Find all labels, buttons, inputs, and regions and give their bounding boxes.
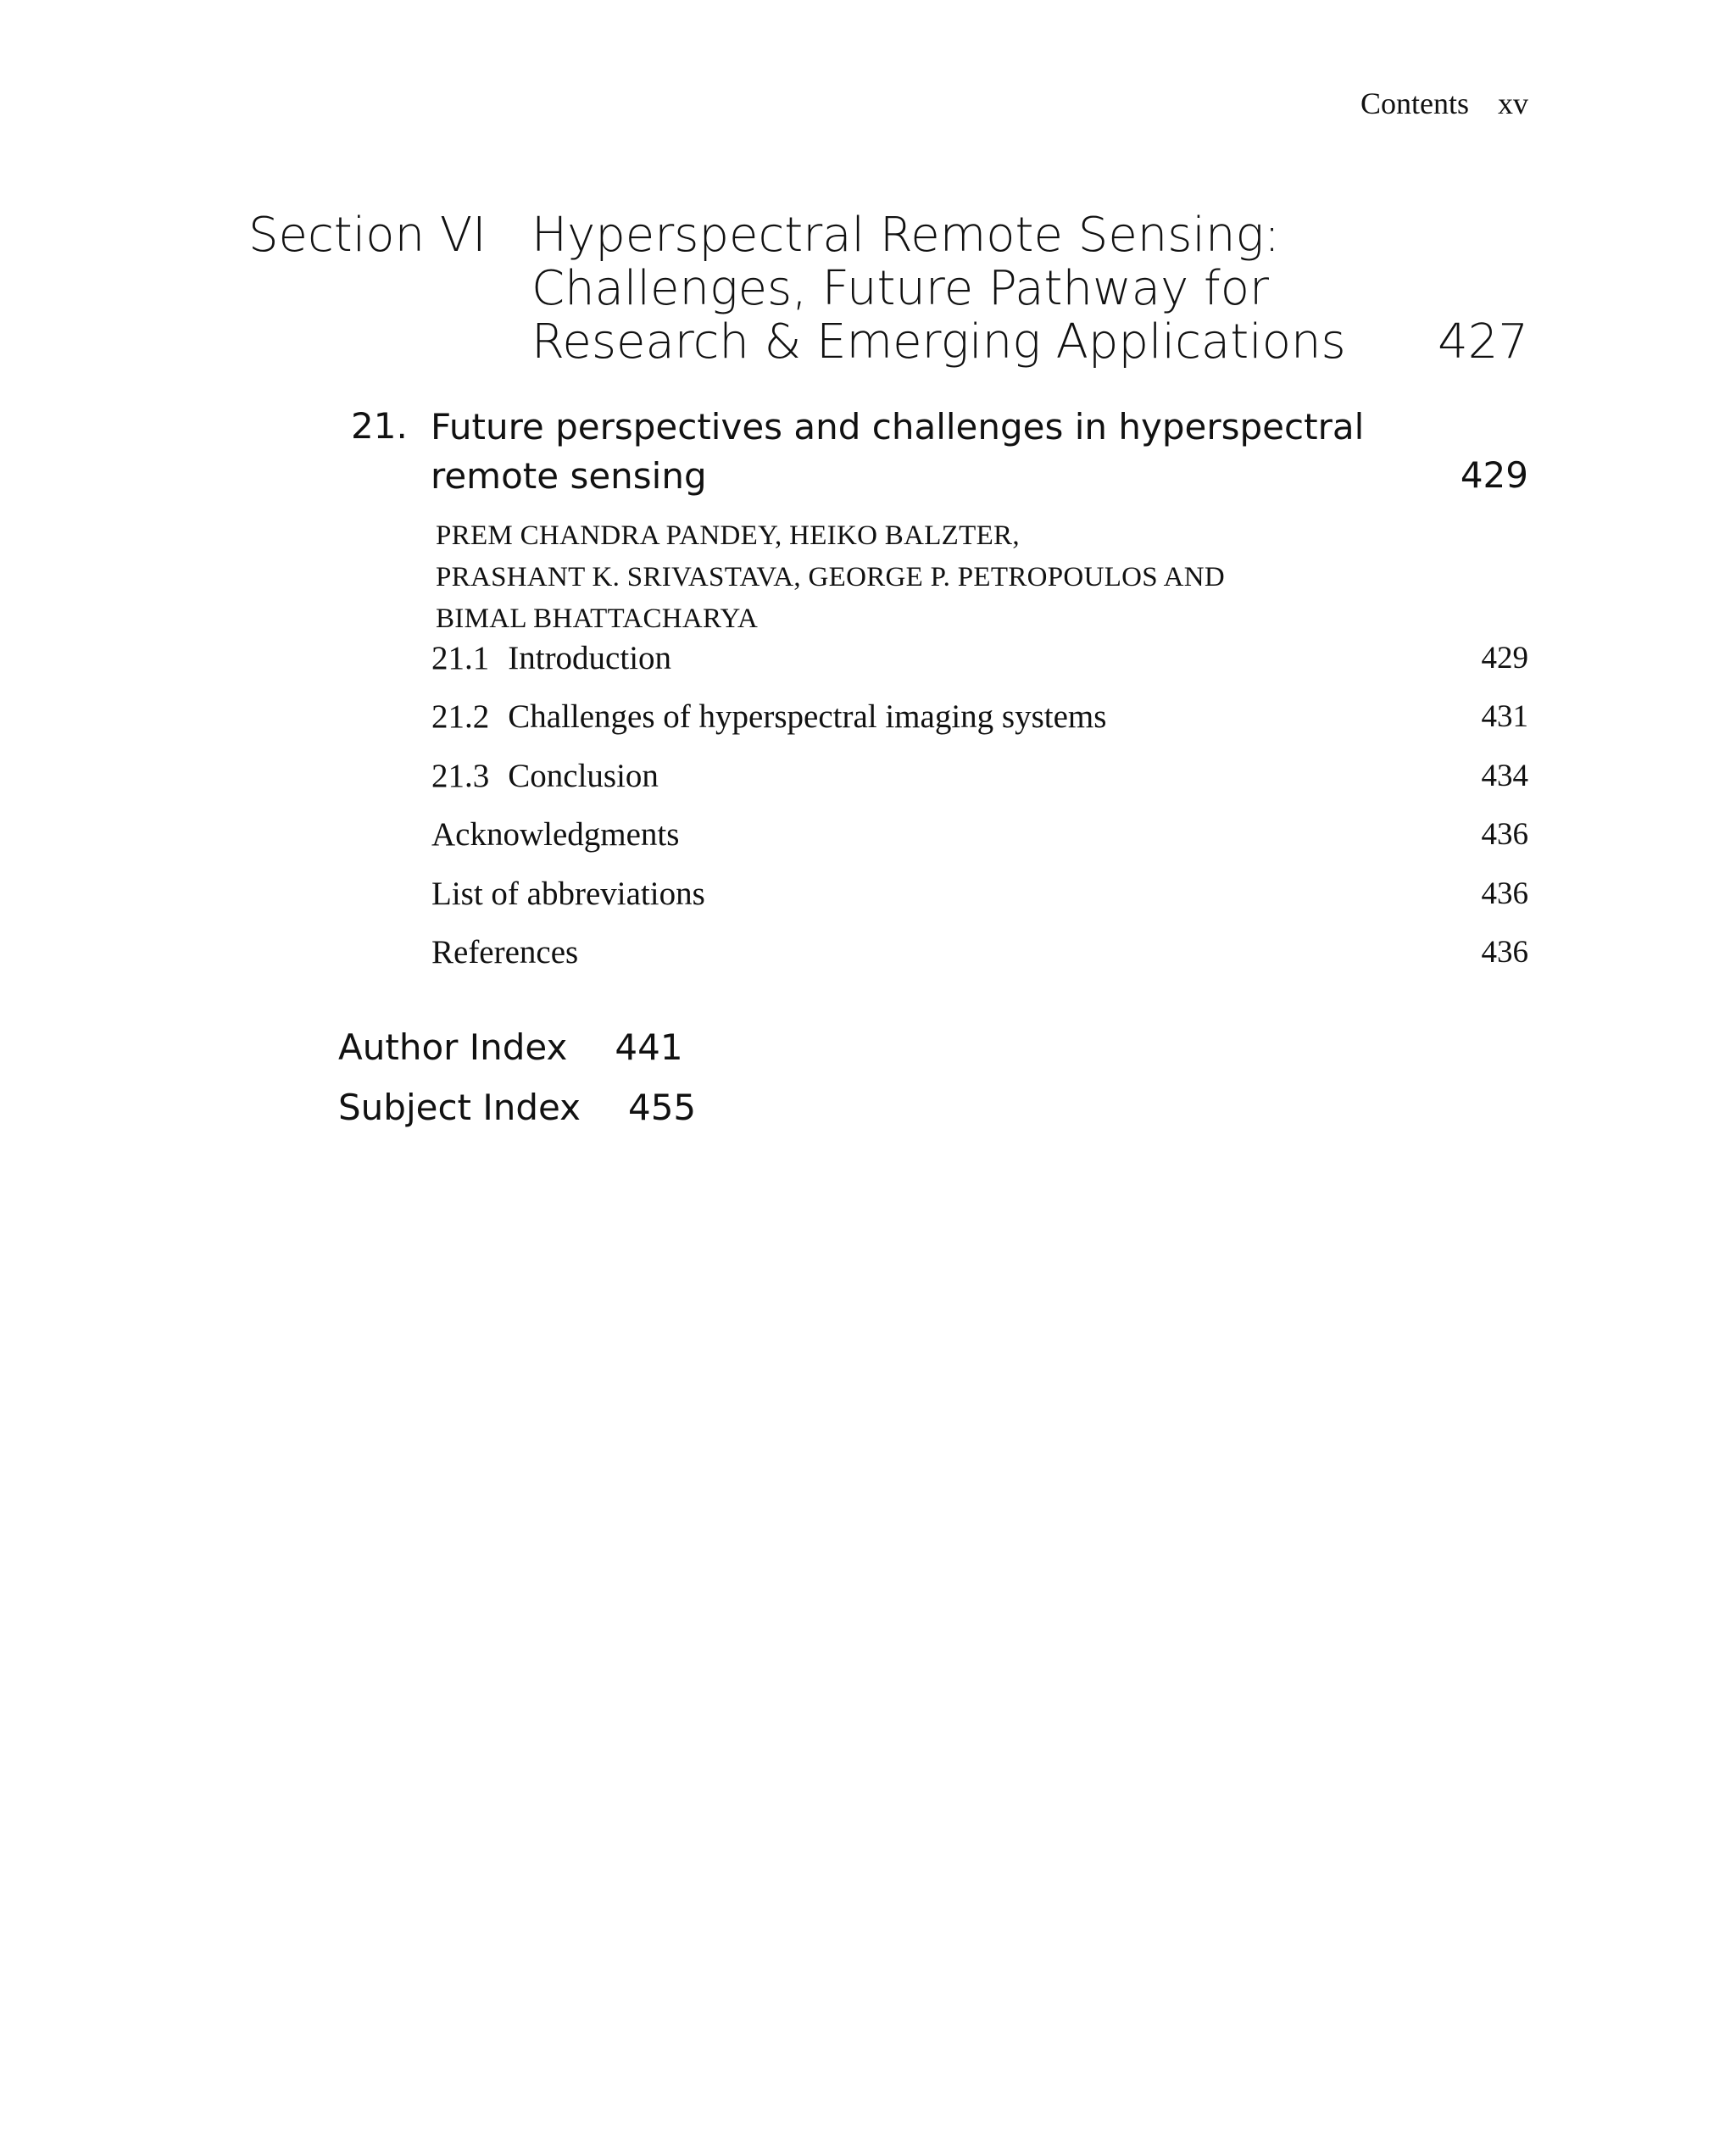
index-entry-subject[interactable] [338,1084,696,1132]
toc-entry-abbreviations[interactable] [431,872,1528,916]
chapter-number: 21. [351,405,408,447]
index-label: Author Index [338,1026,568,1068]
toc-entry-page: 436 [1481,817,1528,852]
running-head-label: Contents [1360,86,1469,120]
toc-entry-number: 21.3 [431,758,490,794]
toc-entry-page: 431 [1481,699,1528,734]
toc-entry-page: 436 [1481,876,1528,911]
toc-entry-page: 434 [1481,759,1528,793]
section-title-line: Research & Emerging Applications [531,314,1346,370]
chapter-authors [436,515,1225,640]
author-line: PRASHANT K. SRIVASTAVA, GEORGE P. PETROPOULOS AND [436,562,1226,592]
index-entry-author[interactable] [338,1024,683,1071]
toc-entry-title: Acknowledgments [431,816,680,853]
index-label: Subject Index [338,1087,581,1128]
toc-entry-number: 21.2 [431,698,490,735]
toc-entry-acknowledgments[interactable] [431,813,1528,857]
toc-entry-title: List of abbreviations [431,876,705,912]
toc-entry-conclusion[interactable] [431,754,1528,798]
chapter-title[interactable] [431,403,1364,501]
running-head-page-number: xv [1498,86,1528,120]
toc-entry-title: Challenges of hyperspectral imaging systems [508,698,1107,735]
toc-entry-references[interactable] [431,931,1528,975]
toc-entry-title: Introduction [508,640,672,676]
section-label: Section VI [248,208,487,263]
toc-entry-number: 21.1 [431,640,490,676]
toc-entry-challenges[interactable] [431,695,1528,739]
toc-entry-title: References [431,934,579,970]
section-title [531,209,1346,369]
chapter-title-line: Future perspectives and challenges in hyperspectral [431,406,1365,448]
toc-entry-title: Conclusion [508,758,659,794]
author-line: BIMAL BHATTACHARYA [436,603,759,634]
section-title-line: Hyperspectral Remote Sensing: [531,208,1280,263]
running-head [1360,83,1528,124]
index-page: 441 [615,1026,683,1068]
toc-entry-page: 436 [1481,935,1528,970]
author-line: PREM CHANDRA PANDEY, HEIKO BALZTER, [436,520,1020,551]
index-page: 455 [627,1087,697,1128]
toc-entry-page: 429 [1481,641,1528,676]
toc-entry-introduction[interactable] [431,637,1528,681]
section-title-line: Challenges, Future Pathway for [531,261,1270,316]
chapter-title-line: remote sensing [431,455,707,497]
chapter-page-number: 429 [1460,454,1528,496]
section-page-number: 427 [1438,314,1528,370]
